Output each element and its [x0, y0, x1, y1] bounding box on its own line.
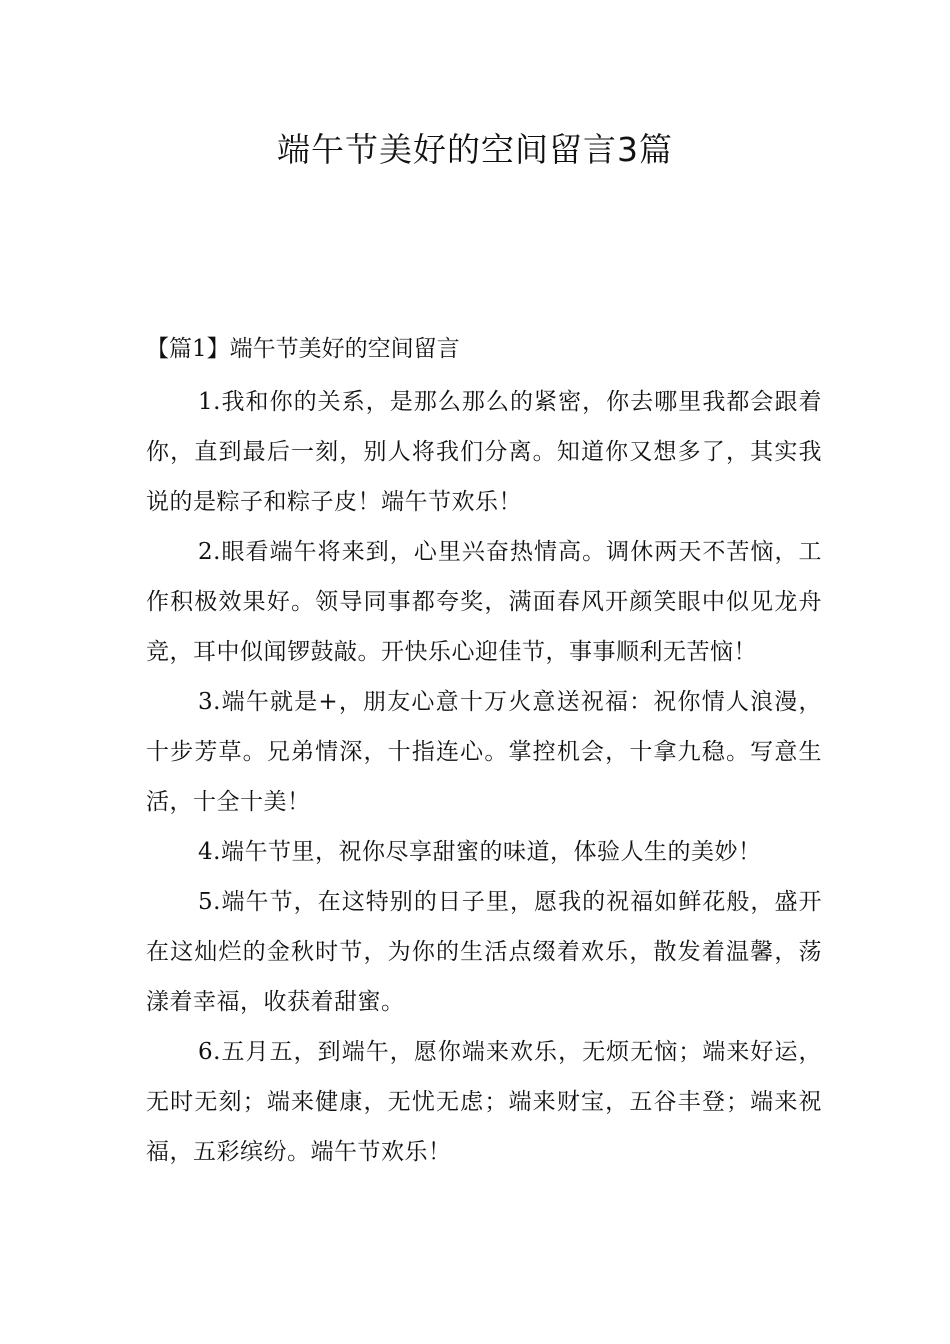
list-item: 2.眼看端午将来到，心里兴奋热情高。调休两天不苦恼，工作积极效果好。领导同事都夸奖，满面春风开颜笑眼中似见龙舟竞，耳中似闻锣鼓敲。开快乐心迎佳节，事事顺利无苦恼！: [146, 539, 822, 665]
list-item: 5.端午节，在这特别的日子里，愿我的祝福如鲜花般，盛开在这灿烂的金秋时节，为你的生活点缀着欢乐，散发着温馨，荡漾着幸福，收获着甜蜜。: [146, 889, 822, 1015]
list-item: 3.端午就是+，朋友心意十万火意送祝福：祝你情人浪漫，十步芳草。兄弟情深，十指连心。掌控机会，十拿九稳。写意生活，十全十美！: [146, 689, 822, 815]
list-item: 6.五月五，到端午，愿你端来欢乐，无烦无恼；端来好运，无时无刻；端来健康，无忧无虑；端来财宝，五谷丰登；端来祝福，五彩缤纷。端午节欢乐！: [146, 1039, 822, 1165]
list-item: 4.端午节里，祝你尽享甜蜜的味道，体验人生的美妙！: [198, 839, 762, 865]
entry-list: [146, 377, 822, 1177]
list-item: 1.我和你的关系，是那么那么的紧密，你去哪里我都会跟着你，直到最后一刻，别人将我们分离。知道你又想多了，其实我说的是粽子和粽子皮！端午节欢乐！: [146, 389, 822, 515]
section-1: [146, 331, 822, 1177]
document-title: 端午节美好的空间留言3篇: [277, 130, 673, 169]
section-heading: 【篇1】端午节美好的空间留言: [146, 336, 460, 362]
